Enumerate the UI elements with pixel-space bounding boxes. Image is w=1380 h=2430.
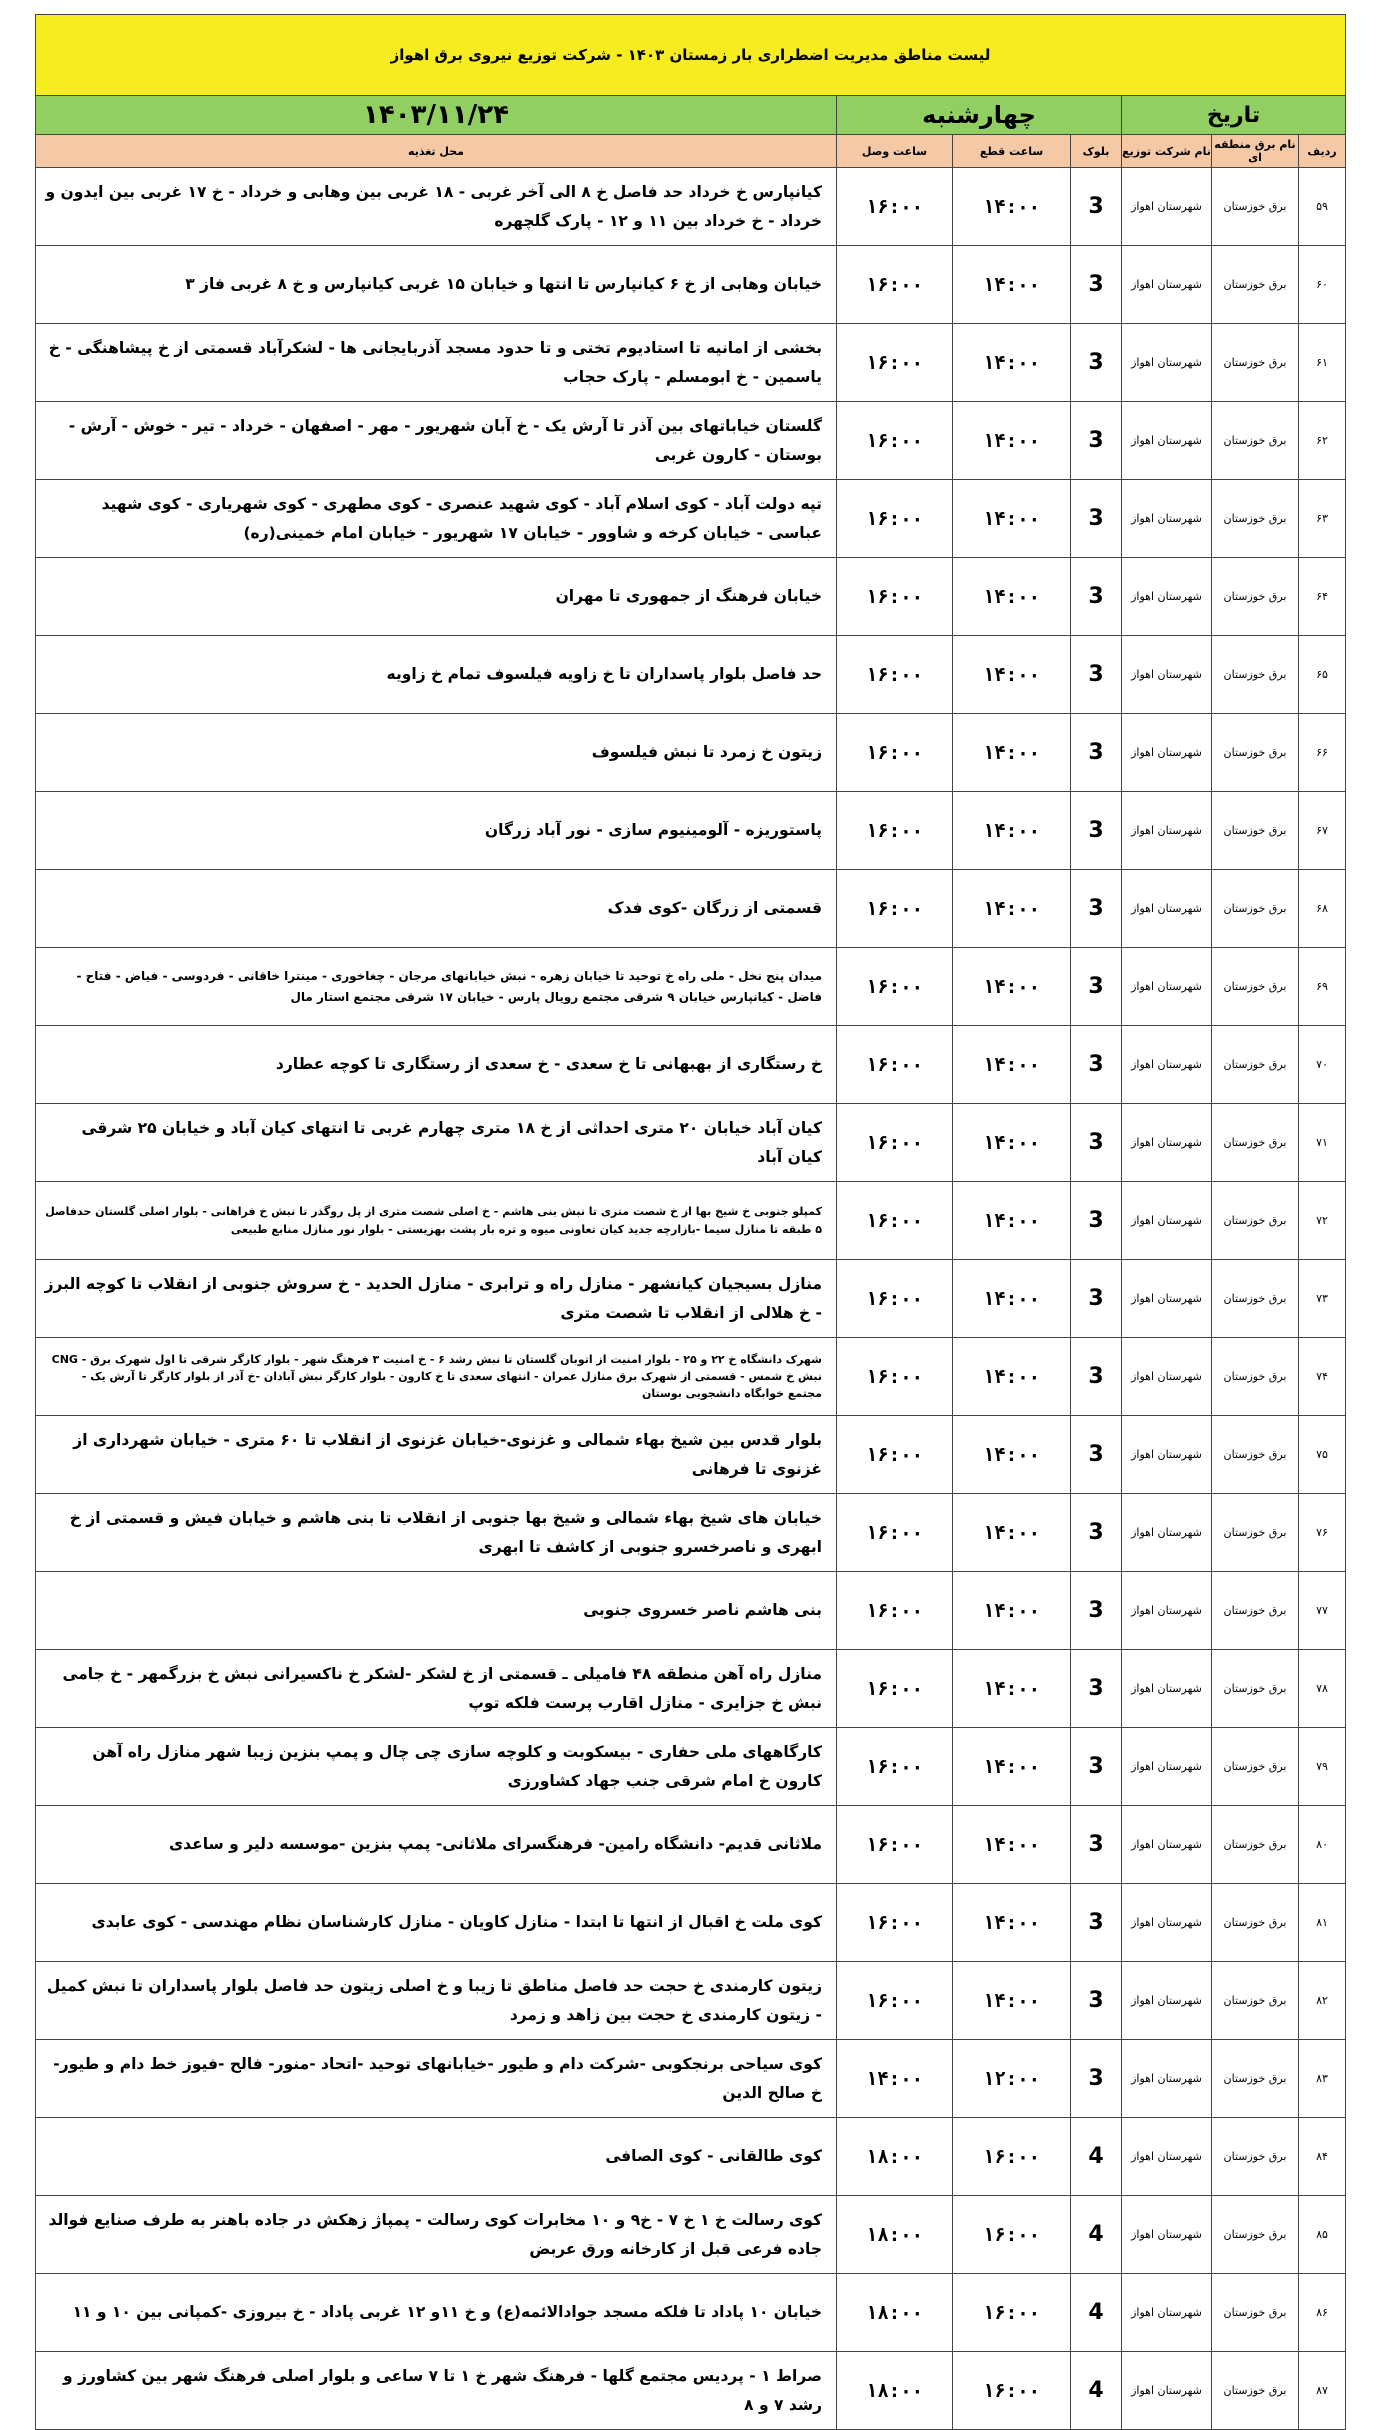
row-index: ۸۲ bbox=[1299, 1962, 1346, 2040]
row-area: کیانپارس خ خرداد حد فاصل خ ۸ الی آخر غربی - ۱۸ غربی بین وهابی و خرداد - خ ۱۷ غربی بین ایدون و خرداد - خ خرداد بین ۱۱ و ۱۲ - پارک گلچهره bbox=[36, 168, 837, 246]
row-province: برق خوزستان bbox=[1212, 324, 1299, 402]
col-header-block: بلوک bbox=[1071, 135, 1122, 168]
row-area: خیابان فرهنگ از جمهوری تا مهران bbox=[36, 558, 837, 636]
row-cut-time: ۱۴:۰۰ bbox=[953, 1260, 1071, 1338]
row-index: ۶۵ bbox=[1299, 636, 1346, 714]
row-company: شهرستان اهواز bbox=[1122, 1728, 1212, 1806]
row-connect-time: ۱۶:۰۰ bbox=[837, 324, 953, 402]
row-block: 3 bbox=[1071, 870, 1122, 948]
table-row bbox=[36, 1338, 1346, 1416]
col-header-connect-time: ساعت وصل bbox=[837, 135, 953, 168]
row-block: 3 bbox=[1071, 480, 1122, 558]
row-block: 3 bbox=[1071, 1884, 1122, 1962]
row-company: شهرستان اهواز bbox=[1122, 714, 1212, 792]
row-area: کارگاههای ملی حفاری - بیسکوبت و کلوچه سازی چی چال و پمپ بنزین زیبا شهر منازل راه آهن کارون خ امام شرقی جنب جهاد کشاورزی bbox=[36, 1728, 837, 1806]
row-index: ۸۰ bbox=[1299, 1806, 1346, 1884]
row-index: ۶۷ bbox=[1299, 792, 1346, 870]
row-company: شهرستان اهواز bbox=[1122, 2040, 1212, 2118]
row-company: شهرستان اهواز bbox=[1122, 480, 1212, 558]
col-header-area: محل تغذیه bbox=[36, 135, 837, 168]
row-index: ۸۶ bbox=[1299, 2274, 1346, 2352]
row-index: ۶۱ bbox=[1299, 324, 1346, 402]
row-company: شهرستان اهواز bbox=[1122, 1104, 1212, 1182]
row-company: شهرستان اهواز bbox=[1122, 948, 1212, 1026]
row-province: برق خوزستان bbox=[1212, 1416, 1299, 1494]
row-area: گلستان خیاباتهای بین آذر تا آرش یک - خ آبان شهریور - مهر - اصفهان - خرداد - تیر - خوش - آرش - بوستان - کارون غربی bbox=[36, 402, 837, 480]
row-province: برق خوزستان bbox=[1212, 1806, 1299, 1884]
row-company: شهرستان اهواز bbox=[1122, 246, 1212, 324]
row-connect-time: ۱۸:۰۰ bbox=[837, 2118, 953, 2196]
table-row bbox=[36, 1572, 1346, 1650]
row-connect-time: ۱۶:۰۰ bbox=[837, 1338, 953, 1416]
row-province: برق خوزستان bbox=[1212, 1026, 1299, 1104]
row-province: برق خوزستان bbox=[1212, 402, 1299, 480]
row-cut-time: ۱۶:۰۰ bbox=[953, 2118, 1071, 2196]
row-area: کوی رسالت خ ۱ خ ۷ - خ۹ و ۱۰ مخابرات کوی رسالت - پمپاژ زهکش در جاده باهنر به طرف صنایع فوالد جاده فرعی قبل از کارخانه ورق عربض bbox=[36, 2196, 837, 2274]
row-block: 4 bbox=[1071, 2274, 1122, 2352]
col-header-idx: ردیف bbox=[1299, 135, 1346, 168]
row-province: برق خوزستان bbox=[1212, 1884, 1299, 1962]
row-area: شهرک دانشگاه خ ۲۲ و ۲۵ - بلوار امنیت از اتوبان گلستان تا نبش رشد ۶ - خ امنیت ۳ فرهنگ شهر - بلوار کارگر شرقی تا اول شهرک برق - CNG نبش خ شمس - قسمتی از شهرک برق منازل عمران - انتهای سعدی تا خ کارون - بلوار کارگر نبش آبادان -خ آذر از بلوار کارگر تا آرش یک - مجتمع خوابگاه دانشجویی بوستان bbox=[36, 1338, 837, 1416]
table-row bbox=[36, 1962, 1346, 2040]
row-area: زیتون کارمندی خ حجت حد فاصل مناطق تا زیبا و خ اصلی زیتون حد فاصل بلوار پاسداران تا نبش کمیل - زیتون کارمندی خ حجت بین زاهد و زمرد bbox=[36, 1962, 837, 2040]
row-index: ۷۷ bbox=[1299, 1572, 1346, 1650]
row-province: برق خوزستان bbox=[1212, 1494, 1299, 1572]
row-province: برق خوزستان bbox=[1212, 714, 1299, 792]
table-row bbox=[36, 2352, 1346, 2430]
row-block: 3 bbox=[1071, 2040, 1122, 2118]
row-province: برق خوزستان bbox=[1212, 2040, 1299, 2118]
row-index: ۷۶ bbox=[1299, 1494, 1346, 1572]
row-cut-time: ۱۴:۰۰ bbox=[953, 1104, 1071, 1182]
row-cut-time: ۱۴:۰۰ bbox=[953, 948, 1071, 1026]
row-province: برق خوزستان bbox=[1212, 948, 1299, 1026]
row-block: 3 bbox=[1071, 1806, 1122, 1884]
row-cut-time: ۱۴:۰۰ bbox=[953, 168, 1071, 246]
row-area: خیابان ۱۰ پاداد تا فلکه مسجد جوادالائمه(ع) و خ ۱۱و ۱۲ غربی پاداد - خ بیروزی -کمپانی بین ۱۰ و ۱۱ bbox=[36, 2274, 837, 2352]
row-province: برق خوزستان bbox=[1212, 558, 1299, 636]
row-index: ۷۱ bbox=[1299, 1104, 1346, 1182]
row-block: 3 bbox=[1071, 558, 1122, 636]
row-province: برق خوزستان bbox=[1212, 1962, 1299, 2040]
row-company: شهرستان اهواز bbox=[1122, 324, 1212, 402]
row-block: 4 bbox=[1071, 2352, 1122, 2430]
row-cut-time: ۱۴:۰۰ bbox=[953, 402, 1071, 480]
date-row bbox=[36, 96, 1346, 135]
row-company: شهرستان اهواز bbox=[1122, 636, 1212, 714]
row-province: برق خوزستان bbox=[1212, 2196, 1299, 2274]
row-area: قسمتی از زرگان -کوی فدک bbox=[36, 870, 837, 948]
table-row bbox=[36, 1806, 1346, 1884]
row-connect-time: ۱۶:۰۰ bbox=[837, 870, 953, 948]
row-block: 3 bbox=[1071, 246, 1122, 324]
table-row bbox=[36, 402, 1346, 480]
row-index: ۷۰ bbox=[1299, 1026, 1346, 1104]
row-block: 3 bbox=[1071, 1026, 1122, 1104]
row-cut-time: ۱۶:۰۰ bbox=[953, 2352, 1071, 2430]
col-header-province: نام برق منطقه ای bbox=[1212, 135, 1299, 168]
row-province: برق خوزستان bbox=[1212, 1260, 1299, 1338]
table-row bbox=[36, 558, 1346, 636]
row-connect-time: ۱۶:۰۰ bbox=[837, 246, 953, 324]
row-province: برق خوزستان bbox=[1212, 636, 1299, 714]
table-row bbox=[36, 1260, 1346, 1338]
schedule-date: ۱۴۰۳/۱۱/۲۴ bbox=[36, 96, 837, 135]
row-area: منازل بسیجیان کیانشهر - منازل راه و ترابری - منازل الحدید - خ سروش جنوبی از انقلاب تا کوچه البرز - خ هلالی از انقلاب تا شصت متری bbox=[36, 1260, 837, 1338]
row-area: کوی سیاحی برنجکوبی -شرکت دام و طیور -خیابانهای توحید -اتحاد -منور- فالح -فیوز خط دام و طیور-خ صالح الدین bbox=[36, 2040, 837, 2118]
row-connect-time: ۱۶:۰۰ bbox=[837, 1806, 953, 1884]
row-cut-time: ۱۴:۰۰ bbox=[953, 1182, 1071, 1260]
row-index: ۸۴ bbox=[1299, 2118, 1346, 2196]
row-province: برق خوزستان bbox=[1212, 2352, 1299, 2430]
table-row bbox=[36, 168, 1346, 246]
row-area: خیابان های شیخ بهاء شمالی و شیخ بها جنوبی از انقلاب تا بنی هاشم و خیابان فیش و قسمتی از خ ابهری و ناصرخسرو جنوبی از کاشف تا ابهری bbox=[36, 1494, 837, 1572]
row-cut-time: ۱۴:۰۰ bbox=[953, 1026, 1071, 1104]
table-row bbox=[36, 1884, 1346, 1962]
row-cut-time: ۱۲:۰۰ bbox=[953, 2040, 1071, 2118]
row-block: 3 bbox=[1071, 168, 1122, 246]
row-block: 3 bbox=[1071, 1728, 1122, 1806]
date-label: تاریخ bbox=[1122, 96, 1346, 135]
row-area: بخشی از امانیه تا استادیوم تختی و تا حدود مسجد آذربایجانی ها - لشکرآباد قسمتی از خ پیشاهنگی - خ یاسمین - خ ابومسلم - پارک حجاب bbox=[36, 324, 837, 402]
row-block: 3 bbox=[1071, 1962, 1122, 2040]
table-row bbox=[36, 324, 1346, 402]
row-company: شهرستان اهواز bbox=[1122, 1338, 1212, 1416]
row-area: صراط ۱ - پردیس مجتمع گلها - فرهنگ شهر خ ۱ تا ۷ ساعی و بلوار اصلی فرهنگ شهر بین کشاورز و رشد ۷ و ۸ bbox=[36, 2352, 837, 2430]
row-block: 3 bbox=[1071, 1104, 1122, 1182]
table-row bbox=[36, 1650, 1346, 1728]
row-company: شهرستان اهواز bbox=[1122, 1962, 1212, 2040]
row-company: شهرستان اهواز bbox=[1122, 1260, 1212, 1338]
row-province: برق خوزستان bbox=[1212, 1572, 1299, 1650]
row-area: میدان پنج نخل - ملی راه خ توحید تا خیابان زهره - نبش خیابانهای مرجان - چغاخوری - مینترا خاقانی - فردوسی - فیاض - فتاح - فاضل - کیانپارس خیابان ۹ شرقی مجتمع رویال پارس - خیابان ۱۷ شرقی مجتمع استار مال bbox=[36, 948, 837, 1026]
table-row bbox=[36, 1416, 1346, 1494]
row-province: برق خوزستان bbox=[1212, 1182, 1299, 1260]
row-area: بنی هاشم ناصر خسروی جنوبی bbox=[36, 1572, 837, 1650]
row-province: برق خوزستان bbox=[1212, 1650, 1299, 1728]
row-province: برق خوزستان bbox=[1212, 168, 1299, 246]
row-company: شهرستان اهواز bbox=[1122, 2352, 1212, 2430]
row-province: برق خوزستان bbox=[1212, 2274, 1299, 2352]
row-company: شهرستان اهواز bbox=[1122, 2196, 1212, 2274]
row-cut-time: ۱۴:۰۰ bbox=[953, 1806, 1071, 1884]
row-index: ۶۸ bbox=[1299, 870, 1346, 948]
row-area: منازل راه آهن منطقه ۴۸ فامیلی ـ قسمتی از خ لشکر -لشکر خ ناکسیرانی نبش خ بزرگمهر - خ جامی نبش خ جزایری - منازل اقارب پرست فلکه توپ bbox=[36, 1650, 837, 1728]
row-index: ۷۳ bbox=[1299, 1260, 1346, 1338]
table-row bbox=[36, 246, 1346, 324]
row-company: شهرستان اهواز bbox=[1122, 1026, 1212, 1104]
row-connect-time: ۱۶:۰۰ bbox=[837, 480, 953, 558]
row-province: برق خوزستان bbox=[1212, 1104, 1299, 1182]
row-province: برق خوزستان bbox=[1212, 792, 1299, 870]
table-row bbox=[36, 1494, 1346, 1572]
row-connect-time: ۱۸:۰۰ bbox=[837, 2274, 953, 2352]
row-company: شهرستان اهواز bbox=[1122, 1806, 1212, 1884]
row-index: ۷۵ bbox=[1299, 1416, 1346, 1494]
row-area: ملاثانی قدیم- دانشگاه رامین- فرهنگسرای ملاثانی- پمپ بنزین -موسسه دلیر و ساعدی bbox=[36, 1806, 837, 1884]
row-cut-time: ۱۴:۰۰ bbox=[953, 558, 1071, 636]
row-area: زیتون خ زمرد تا نبش فیلسوف bbox=[36, 714, 837, 792]
table-row bbox=[36, 1728, 1346, 1806]
row-connect-time: ۱۶:۰۰ bbox=[837, 1494, 953, 1572]
row-index: ۸۵ bbox=[1299, 2196, 1346, 2274]
table-row bbox=[36, 1104, 1346, 1182]
row-province: برق خوزستان bbox=[1212, 870, 1299, 948]
row-company: شهرستان اهواز bbox=[1122, 1650, 1212, 1728]
row-index: ۷۲ bbox=[1299, 1182, 1346, 1260]
row-cut-time: ۱۴:۰۰ bbox=[953, 1728, 1071, 1806]
title-row bbox=[36, 15, 1346, 96]
document-title: لیست مناطق مدیریت اضطراری بار زمستان ۱۴۰۳ - شرکت توزیع نیروی برق اهواز bbox=[36, 15, 1346, 96]
row-company: شهرستان اهواز bbox=[1122, 2118, 1212, 2196]
row-cut-time: ۱۴:۰۰ bbox=[953, 324, 1071, 402]
row-index: ۶۹ bbox=[1299, 948, 1346, 1026]
row-cut-time: ۱۶:۰۰ bbox=[953, 2274, 1071, 2352]
col-header-company: نام شرکت توزیع bbox=[1122, 135, 1212, 168]
schedule-table bbox=[35, 14, 1346, 2430]
row-connect-time: ۱۶:۰۰ bbox=[837, 948, 953, 1026]
table-row bbox=[36, 2274, 1346, 2352]
table-row bbox=[36, 870, 1346, 948]
row-connect-time: ۱۶:۰۰ bbox=[837, 792, 953, 870]
table-row bbox=[36, 1182, 1346, 1260]
row-company: شهرستان اهواز bbox=[1122, 168, 1212, 246]
row-block: 4 bbox=[1071, 2196, 1122, 2274]
row-connect-time: ۱۸:۰۰ bbox=[837, 2196, 953, 2274]
row-connect-time: ۱۶:۰۰ bbox=[837, 402, 953, 480]
row-block: 4 bbox=[1071, 2118, 1122, 2196]
row-connect-time: ۱۶:۰۰ bbox=[837, 1026, 953, 1104]
row-block: 3 bbox=[1071, 324, 1122, 402]
row-block: 3 bbox=[1071, 1494, 1122, 1572]
row-block: 3 bbox=[1071, 1650, 1122, 1728]
row-block: 3 bbox=[1071, 636, 1122, 714]
row-connect-time: ۱۶:۰۰ bbox=[837, 1572, 953, 1650]
row-index: ۸۱ bbox=[1299, 1884, 1346, 1962]
row-cut-time: ۱۴:۰۰ bbox=[953, 1338, 1071, 1416]
row-block: 3 bbox=[1071, 1182, 1122, 1260]
row-index: ۶۰ bbox=[1299, 246, 1346, 324]
row-block: 3 bbox=[1071, 1260, 1122, 1338]
row-cut-time: ۱۴:۰۰ bbox=[953, 480, 1071, 558]
row-area: پاستوریزه - آلومینیوم سازی - نور آباد زرگان bbox=[36, 792, 837, 870]
row-block: 3 bbox=[1071, 1338, 1122, 1416]
row-index: ۵۹ bbox=[1299, 168, 1346, 246]
row-connect-time: ۱۶:۰۰ bbox=[837, 1884, 953, 1962]
row-area: خ رستگاری از بهبهانی تا خ سعدی - خ سعدی از رستگاری تا کوچه عطارد bbox=[36, 1026, 837, 1104]
row-cut-time: ۱۴:۰۰ bbox=[953, 1494, 1071, 1572]
row-cut-time: ۱۴:۰۰ bbox=[953, 1416, 1071, 1494]
table-row bbox=[36, 714, 1346, 792]
row-index: ۶۲ bbox=[1299, 402, 1346, 480]
row-area: کیان آباد خیابان ۲۰ متری احداثی از خ ۱۸ متری چهارم غربی تا انتهای کیان آباد و خیابان ۲۵ شرقی کیان آباد bbox=[36, 1104, 837, 1182]
row-connect-time: ۱۸:۰۰ bbox=[837, 2352, 953, 2430]
table-row bbox=[36, 2118, 1346, 2196]
row-company: شهرستان اهواز bbox=[1122, 1416, 1212, 1494]
row-connect-time: ۱۶:۰۰ bbox=[837, 1728, 953, 1806]
row-province: برق خوزستان bbox=[1212, 1338, 1299, 1416]
row-cut-time: ۱۴:۰۰ bbox=[953, 1572, 1071, 1650]
row-company: شهرستان اهواز bbox=[1122, 1884, 1212, 1962]
row-cut-time: ۱۴:۰۰ bbox=[953, 246, 1071, 324]
row-cut-time: ۱۴:۰۰ bbox=[953, 792, 1071, 870]
row-province: برق خوزستان bbox=[1212, 480, 1299, 558]
row-index: ۷۹ bbox=[1299, 1728, 1346, 1806]
row-block: 3 bbox=[1071, 1572, 1122, 1650]
row-company: شهرستان اهواز bbox=[1122, 792, 1212, 870]
row-cut-time: ۱۴:۰۰ bbox=[953, 1884, 1071, 1962]
row-connect-time: ۱۶:۰۰ bbox=[837, 1650, 953, 1728]
row-province: برق خوزستان bbox=[1212, 246, 1299, 324]
row-index: ۸۳ bbox=[1299, 2040, 1346, 2118]
row-block: 3 bbox=[1071, 948, 1122, 1026]
col-header-cut-time: ساعت قطع bbox=[953, 135, 1071, 168]
row-area: خیابان وهابی از خ ۶ کیانپارس تا انتها و خیابان ۱۵ غربی کیانپارس و خ ۸ غربی فاز ۳ bbox=[36, 246, 837, 324]
row-index: ۷۸ bbox=[1299, 1650, 1346, 1728]
row-area: بلوار قدس بین شیخ بهاء شمالی و غزنوی-خیابان غزنوی از انقلاب تا ۶۰ متری - خیابان شهرداری از غزنوی تا فرهانی bbox=[36, 1416, 837, 1494]
weekday: چهارشنبه bbox=[837, 96, 1122, 135]
table-row bbox=[36, 2196, 1346, 2274]
row-block: 3 bbox=[1071, 402, 1122, 480]
row-cut-time: ۱۴:۰۰ bbox=[953, 870, 1071, 948]
row-block: 3 bbox=[1071, 792, 1122, 870]
row-company: شهرستان اهواز bbox=[1122, 1182, 1212, 1260]
row-cut-time: ۱۴:۰۰ bbox=[953, 636, 1071, 714]
table-row bbox=[36, 636, 1346, 714]
row-company: شهرستان اهواز bbox=[1122, 2274, 1212, 2352]
row-index: ۶۶ bbox=[1299, 714, 1346, 792]
row-company: شهرستان اهواز bbox=[1122, 1494, 1212, 1572]
row-area: تپه دولت آباد - کوی اسلام آباد - کوی شهید عنصری - کوی مطهری - کوی شهریاری - کوی شهید عباسی - خیابان کرخه و شاوور - خیابان ۱۷ شهریور - خیابان امام خمینی(ره) bbox=[36, 480, 837, 558]
row-area: کوی ملت خ اقبال از انتها تا ابتدا - منازل کاویان - منازل کارشناسان نظام مهندسی - کوی عابدی bbox=[36, 1884, 837, 1962]
row-index: ۶۳ bbox=[1299, 480, 1346, 558]
row-block: 3 bbox=[1071, 1416, 1122, 1494]
row-connect-time: ۱۶:۰۰ bbox=[837, 1260, 953, 1338]
header-row bbox=[36, 135, 1346, 168]
row-connect-time: ۱۴:۰۰ bbox=[837, 2040, 953, 2118]
row-connect-time: ۱۶:۰۰ bbox=[837, 1182, 953, 1260]
table-row bbox=[36, 792, 1346, 870]
row-cut-time: ۱۶:۰۰ bbox=[953, 2196, 1071, 2274]
row-company: شهرستان اهواز bbox=[1122, 558, 1212, 636]
row-index: ۸۷ bbox=[1299, 2352, 1346, 2430]
row-connect-time: ۱۶:۰۰ bbox=[837, 558, 953, 636]
row-province: برق خوزستان bbox=[1212, 1728, 1299, 1806]
row-company: شهرستان اهواز bbox=[1122, 870, 1212, 948]
table-row bbox=[36, 480, 1346, 558]
row-connect-time: ۱۶:۰۰ bbox=[837, 1416, 953, 1494]
row-index: ۷۴ bbox=[1299, 1338, 1346, 1416]
row-province: برق خوزستان bbox=[1212, 2118, 1299, 2196]
row-cut-time: ۱۴:۰۰ bbox=[953, 1650, 1071, 1728]
table-row bbox=[36, 1026, 1346, 1104]
row-connect-time: ۱۶:۰۰ bbox=[837, 714, 953, 792]
row-connect-time: ۱۶:۰۰ bbox=[837, 1104, 953, 1182]
row-company: شهرستان اهواز bbox=[1122, 1572, 1212, 1650]
outage-schedule bbox=[35, 14, 1345, 2430]
row-cut-time: ۱۴:۰۰ bbox=[953, 714, 1071, 792]
row-area: کوی طالقانی - کوی الصافی bbox=[36, 2118, 837, 2196]
row-block: 3 bbox=[1071, 714, 1122, 792]
row-index: ۶۴ bbox=[1299, 558, 1346, 636]
row-company: شهرستان اهواز bbox=[1122, 402, 1212, 480]
row-cut-time: ۱۴:۰۰ bbox=[953, 1962, 1071, 2040]
table-row bbox=[36, 948, 1346, 1026]
row-connect-time: ۱۶:۰۰ bbox=[837, 1962, 953, 2040]
row-area: حد فاصل بلوار پاسداران تا خ زاویه فیلسوف تمام خ زاویه bbox=[36, 636, 837, 714]
row-connect-time: ۱۶:۰۰ bbox=[837, 636, 953, 714]
table-row bbox=[36, 2040, 1346, 2118]
row-connect-time: ۱۶:۰۰ bbox=[837, 168, 953, 246]
row-area: کمپلو جنوبی خ شیخ بها از خ شصت متری تا نبش بنی هاشم - خ اصلی شصت متری از پل روگذر تا نبش خ فراهانی - بلوار اصلی گلستان حدفاصل ۵ طبقه تا منازل سیما -بازارچه جدید کیان تعاونی میوه و تره بار پشت بهزیستی - بلوار نور منازل منابع طبیعی bbox=[36, 1182, 837, 1260]
